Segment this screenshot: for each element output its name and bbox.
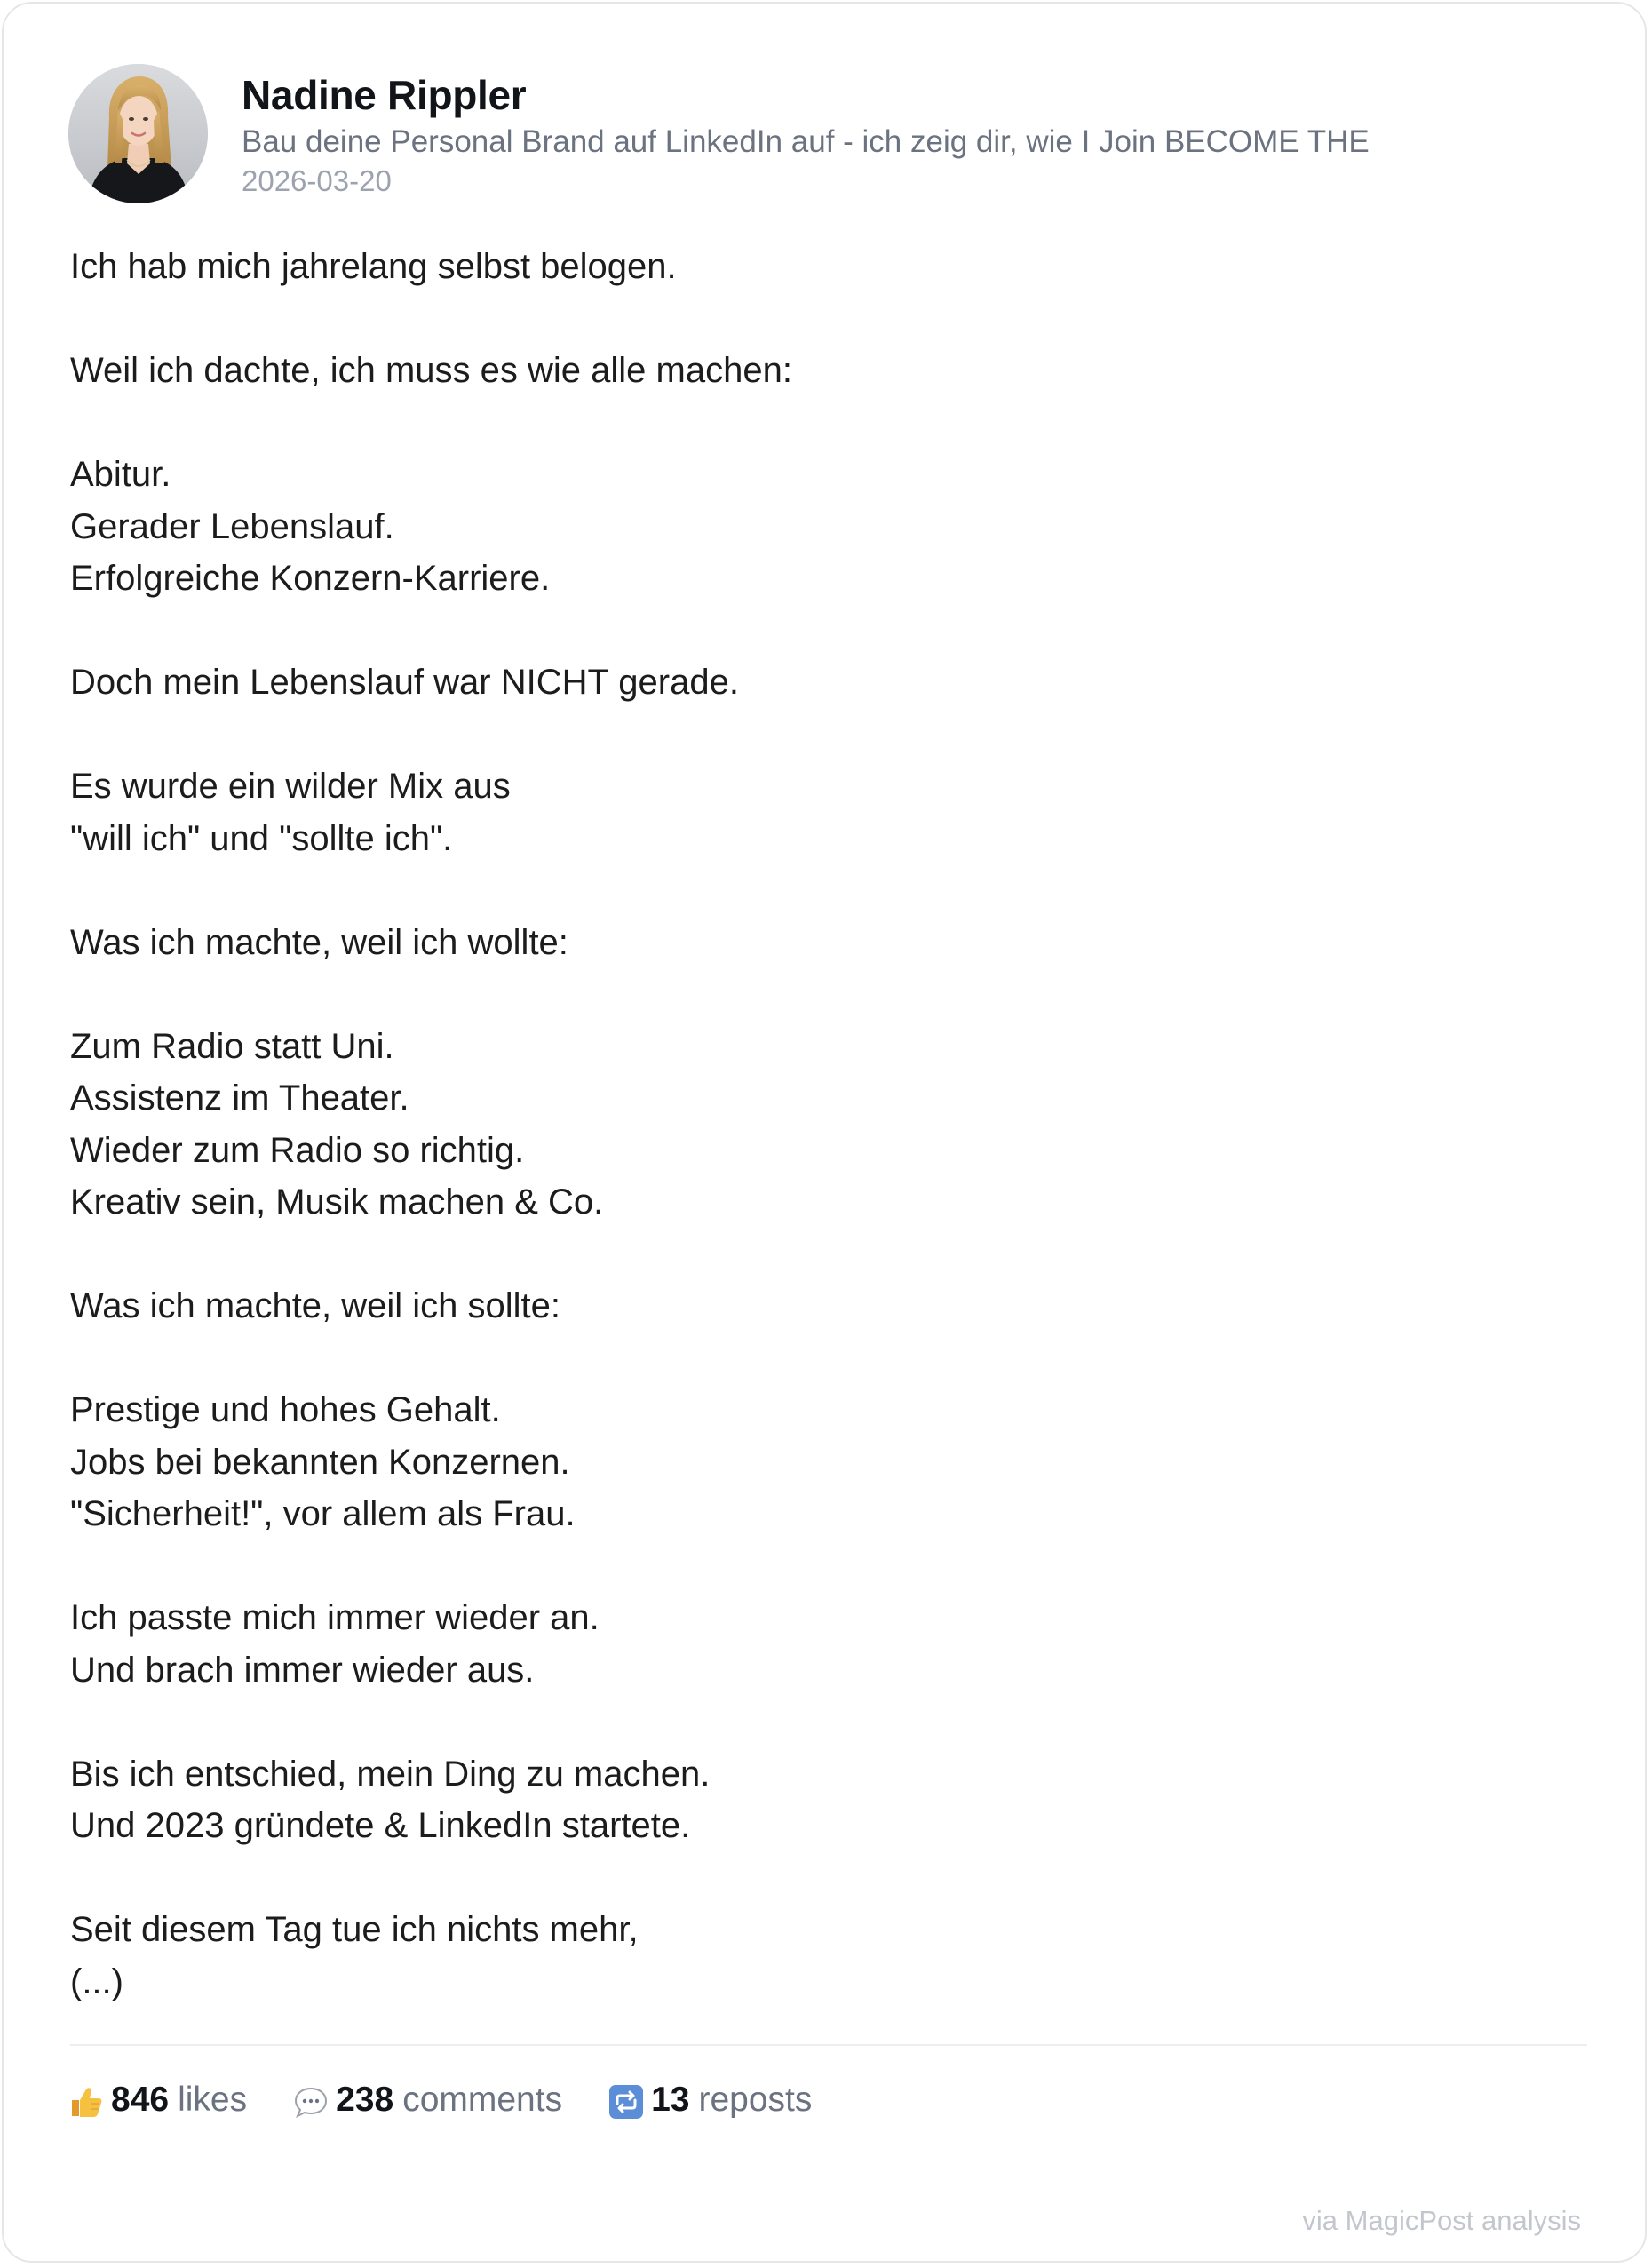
post-body-blank-line: [70, 293, 1580, 346]
post-body-blank-line: [70, 397, 1580, 450]
reposts-stat[interactable]: [608, 2073, 812, 2127]
post-card: [2, 2, 1647, 2263]
comments-label: comments: [402, 2081, 563, 2119]
likes-count: 846: [111, 2081, 170, 2119]
post-body-line: Wieder zum Radio so richtig.: [70, 1130, 525, 1170]
post-body-line: (...): [70, 1962, 123, 2001]
speech-bubble-icon: [293, 2082, 329, 2118]
post-body-blank-line: [70, 605, 1580, 657]
post-body-line: Kreativ sein, Musik machen & Co.: [70, 1182, 604, 1222]
post-body-line: Prestige und hohes Gehalt.: [70, 1390, 501, 1429]
post-date: 2026-03-20: [242, 164, 392, 197]
post-body-line: Assistenz im Theater.: [70, 1078, 409, 1118]
comments-stat[interactable]: [293, 2073, 562, 2127]
post-body-blank-line: [70, 1852, 1580, 1905]
repost-icon: [608, 2082, 644, 2118]
post-body-line: Und brach immer wieder aus.: [70, 1650, 535, 1690]
post-body: [70, 241, 1580, 2008]
post-body-blank-line: [70, 1229, 1580, 1281]
reposts-count: 13: [651, 2081, 690, 2119]
post-body-line: Was ich machte, weil ich sollte:: [70, 1286, 561, 1325]
comments-count: 238: [336, 2081, 394, 2119]
post-body-line: Bis ich entschied, mein Ding zu machen.: [70, 1754, 711, 1794]
likes-label: likes: [178, 2081, 248, 2119]
post-body-line: Abitur.: [70, 455, 171, 494]
post-body-line: Seit diesem Tag tue ich nichts mehr,: [70, 1910, 639, 1949]
post-body-blank-line: [70, 1696, 1580, 1748]
post-body-line: Erfolgreiche Konzern-Karriere.: [70, 559, 551, 598]
author-headline: Bau deine Personal Brand auf LinkedIn auf - ich zeig dir, wie I Join BECOME THE: [242, 124, 1370, 159]
post-body-line: Jobs bei bekannten Konzernen.: [70, 1442, 570, 1482]
post-body-blank-line: [70, 709, 1580, 761]
author-avatar[interactable]: [68, 64, 208, 203]
post-header: [68, 64, 1370, 203]
avatar-photo-icon: [68, 64, 208, 203]
author-info: [242, 64, 1370, 201]
post-body-line: Und 2023 gründete & LinkedIn startete.: [70, 1806, 691, 1845]
post-body-blank-line: [70, 1540, 1580, 1593]
post-body-line: Es wurde ein wilder Mix aus: [70, 767, 511, 806]
post-body-line: "will ich" und "sollte ich".: [70, 818, 453, 858]
engagement-stats: [68, 2073, 858, 2127]
post-body-blank-line: [70, 968, 1580, 1021]
footer-credit: via MagicPost analysis: [1302, 2205, 1581, 2236]
post-body-line: Doch mein Lebenslauf war NICHT gerade.: [70, 663, 739, 702]
post-body-line: Zum Radio statt Uni.: [70, 1026, 394, 1066]
post-body-blank-line: [70, 864, 1580, 917]
post-body-line: Was ich machte, weil ich wollte:: [70, 922, 568, 962]
post-body-line: Weil ich dachte, ich muss es wie alle machen:: [70, 351, 792, 390]
post-body-blank-line: [70, 1333, 1580, 1385]
post-body-line: "Sicherheit!", vor allem als Frau.: [70, 1494, 576, 1533]
post-body-line: Gerader Lebenslauf.: [70, 506, 394, 546]
reposts-label: reposts: [698, 2081, 813, 2119]
post-body-line: Ich passte mich immer wieder an.: [70, 1598, 600, 1637]
author-name[interactable]: Nadine Rippler: [242, 72, 527, 118]
post-body-line: Ich hab mich jahrelang selbst belogen.: [70, 247, 677, 286]
stats-divider: [70, 2044, 1587, 2046]
thumbs-up-icon: [68, 2082, 104, 2118]
likes-stat[interactable]: [68, 2073, 247, 2127]
